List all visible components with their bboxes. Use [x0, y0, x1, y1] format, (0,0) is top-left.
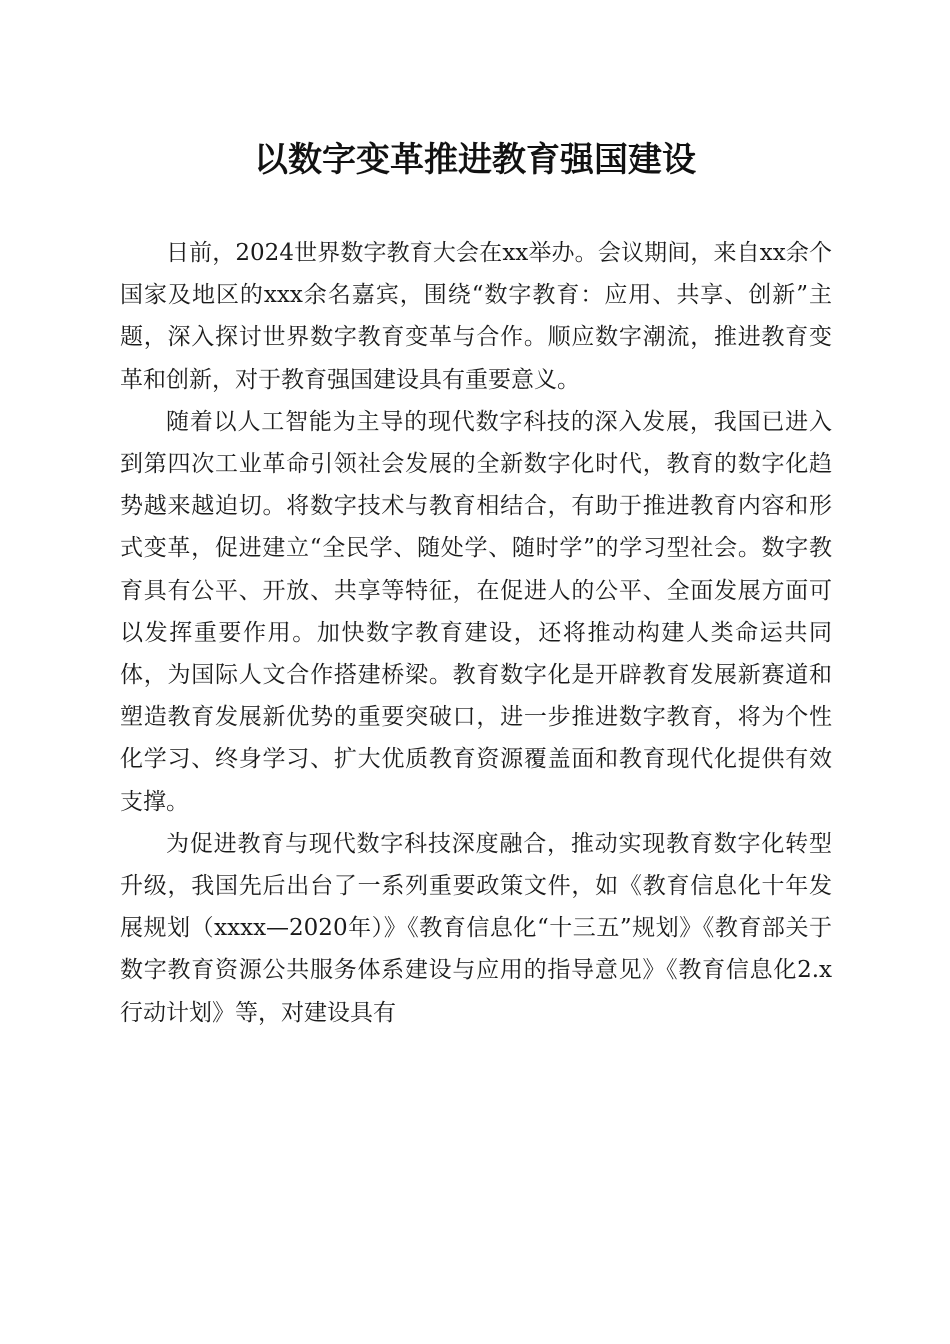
paragraph-3: 为促进教育与现代数字科技深度融合，推动实现教育数字化转型升级，我国先后出台了一系列重要政策文件，如《教育信息化十年发展规划（xxxx—2020年）》《教育信息化“十三五”规划》《教育部关于数字教育资源公共服务体系建设与应用的指导意见》《教育信息化2.x行动计划》等，对建设具有	[120, 830, 832, 1026]
paragraph-2: 随着以人工智能为主导的现代数字科技的深入发展，我国已进入到第四次工业革命引领社会发展的全新数字化时代，教育的数字化趋势越来越迫切。将数字技术与教育相结合，有助于推进教育内容和形式变革，促进建立“全民学、随处学、随时学”的学习型社会。数字教育具有公平、开放、共享等特征，在促进人的公平、全面发展方面可以发挥重要作用。加快数字教育建设，还将推动构建人类命运共同体，为国际人文合作搭建桥梁。教育数字化是开辟教育发展新赛道和塑造教育发展新优势的重要突破口，进一步推进数字教育，将为个性化学习、终身学习、扩大优质教育资源覆盖面和教育现代化提供有效支撑。	[120, 408, 832, 815]
document-body	[120, 232, 832, 1034]
paragraph-1: 日前，2024世界数字教育大会在xx举办。会议期间，来自xx余个国家及地区的xxx余名嘉宾，围绕“数字教育：应用、共享、创新”主题，深入探讨世界数字教育变革与合作。顺应数字潮流，推进教育变革和创新，对于教育强国建设具有重要意义。	[120, 240, 832, 393]
document-title: 以数字变革推进教育强国建设	[254, 140, 696, 180]
